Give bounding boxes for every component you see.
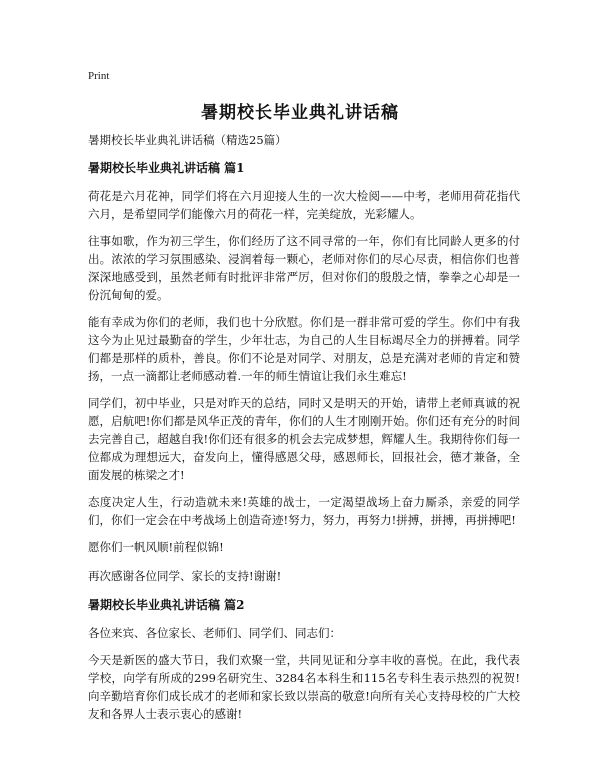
print-label: Print	[88, 70, 110, 82]
paragraph: 各位来宾、各位家长、老师们、同学们、同志们：	[88, 626, 341, 640]
document-subtitle: 暑期校长毕业典礼讲话稿（精选25篇）	[88, 133, 287, 147]
paragraph: 荷花是六月花神，同学们将在六月迎接人生的一次大检阅——中考，老师用荷花指代六月，是希望同学们能像六月的荷花一样，完美绽放，光彩耀人。	[88, 189, 520, 221]
paragraph: 愿你们一帆风顺!前程似锦!	[88, 540, 224, 554]
paragraph: 同学们，初中毕业，只是对昨天的总结，同时又是明天的开始，请带上老师真诚的祝愿，启航吧!你们都是风华正茂的青年，你们的人生才刚刚开始。你们还有充分的时间去完善自己，超越自我!你们还有很多的机会去完成梦想，辉耀人生。我期待你们每一位都成为理想远大，奋发向上，懂得感恩父母，感恩师长，回报社会，德才兼备，全面发展的栋梁之才!	[88, 396, 520, 482]
paragraph: 态度决定人生，行动造就未来!英雄的战士，一定渴望战场上奋力厮杀，亲爱的同学们，你们一定会在中考战场上创造奇迹!努力，努力，再努力!拼搏，拼搏，再拼搏吧!	[88, 495, 520, 527]
paragraph: 今天是新医的盛大节日，我们欢聚一堂，共同见证和分享丰收的喜悦。在此，我代表学校，向学有所成的299名研究生、3284名本科生和115名专科生表示热烈的祝贺!向辛勤培育你们成长成才的老师和家长致以崇高的敬意!向所有关心支持母校的广大校友和各界人士表示衷心的感谢!	[88, 653, 520, 721]
paragraph: 再次感谢各位同学、家长的支持!谢谢!	[88, 569, 282, 583]
paragraph: 往事如歌，作为初三学生，你们经历了这不同寻常的一年，你们有比同龄人更多的付出。浓浓的学习氛围感染、浸润着每一颗心，老师对你们的尽心尽责，相信你们也普深深地感受到，虽然老师有时批评非常严厉，但对你们的殷殷之情，拳拳之心却是一份沉甸甸的爱。	[88, 234, 520, 302]
section-heading: 暑期校长毕业典礼讲话稿 篇2	[88, 598, 245, 612]
page-title: 暑期校长毕业典礼讲话稿	[201, 103, 399, 123]
section-heading: 暑期校长毕业典礼讲话稿 篇1	[88, 161, 245, 175]
document-body	[88, 160, 520, 732]
paragraph: 能有幸成为你们的老师，我们也十分欣慰。你们是一群非常可爱的学生。你们中有我这今为止见过最勤奋的学生，少年壮志，为自己的人生目标竭尽全力的拼搏着。同学们都是那样的质朴，善良。你们不论是对同学、对朋友，总是充满对老师的肯定和赞扬，一点一滴都让老师感动着.一年的师生情谊让我们永生难忘!	[88, 315, 520, 383]
